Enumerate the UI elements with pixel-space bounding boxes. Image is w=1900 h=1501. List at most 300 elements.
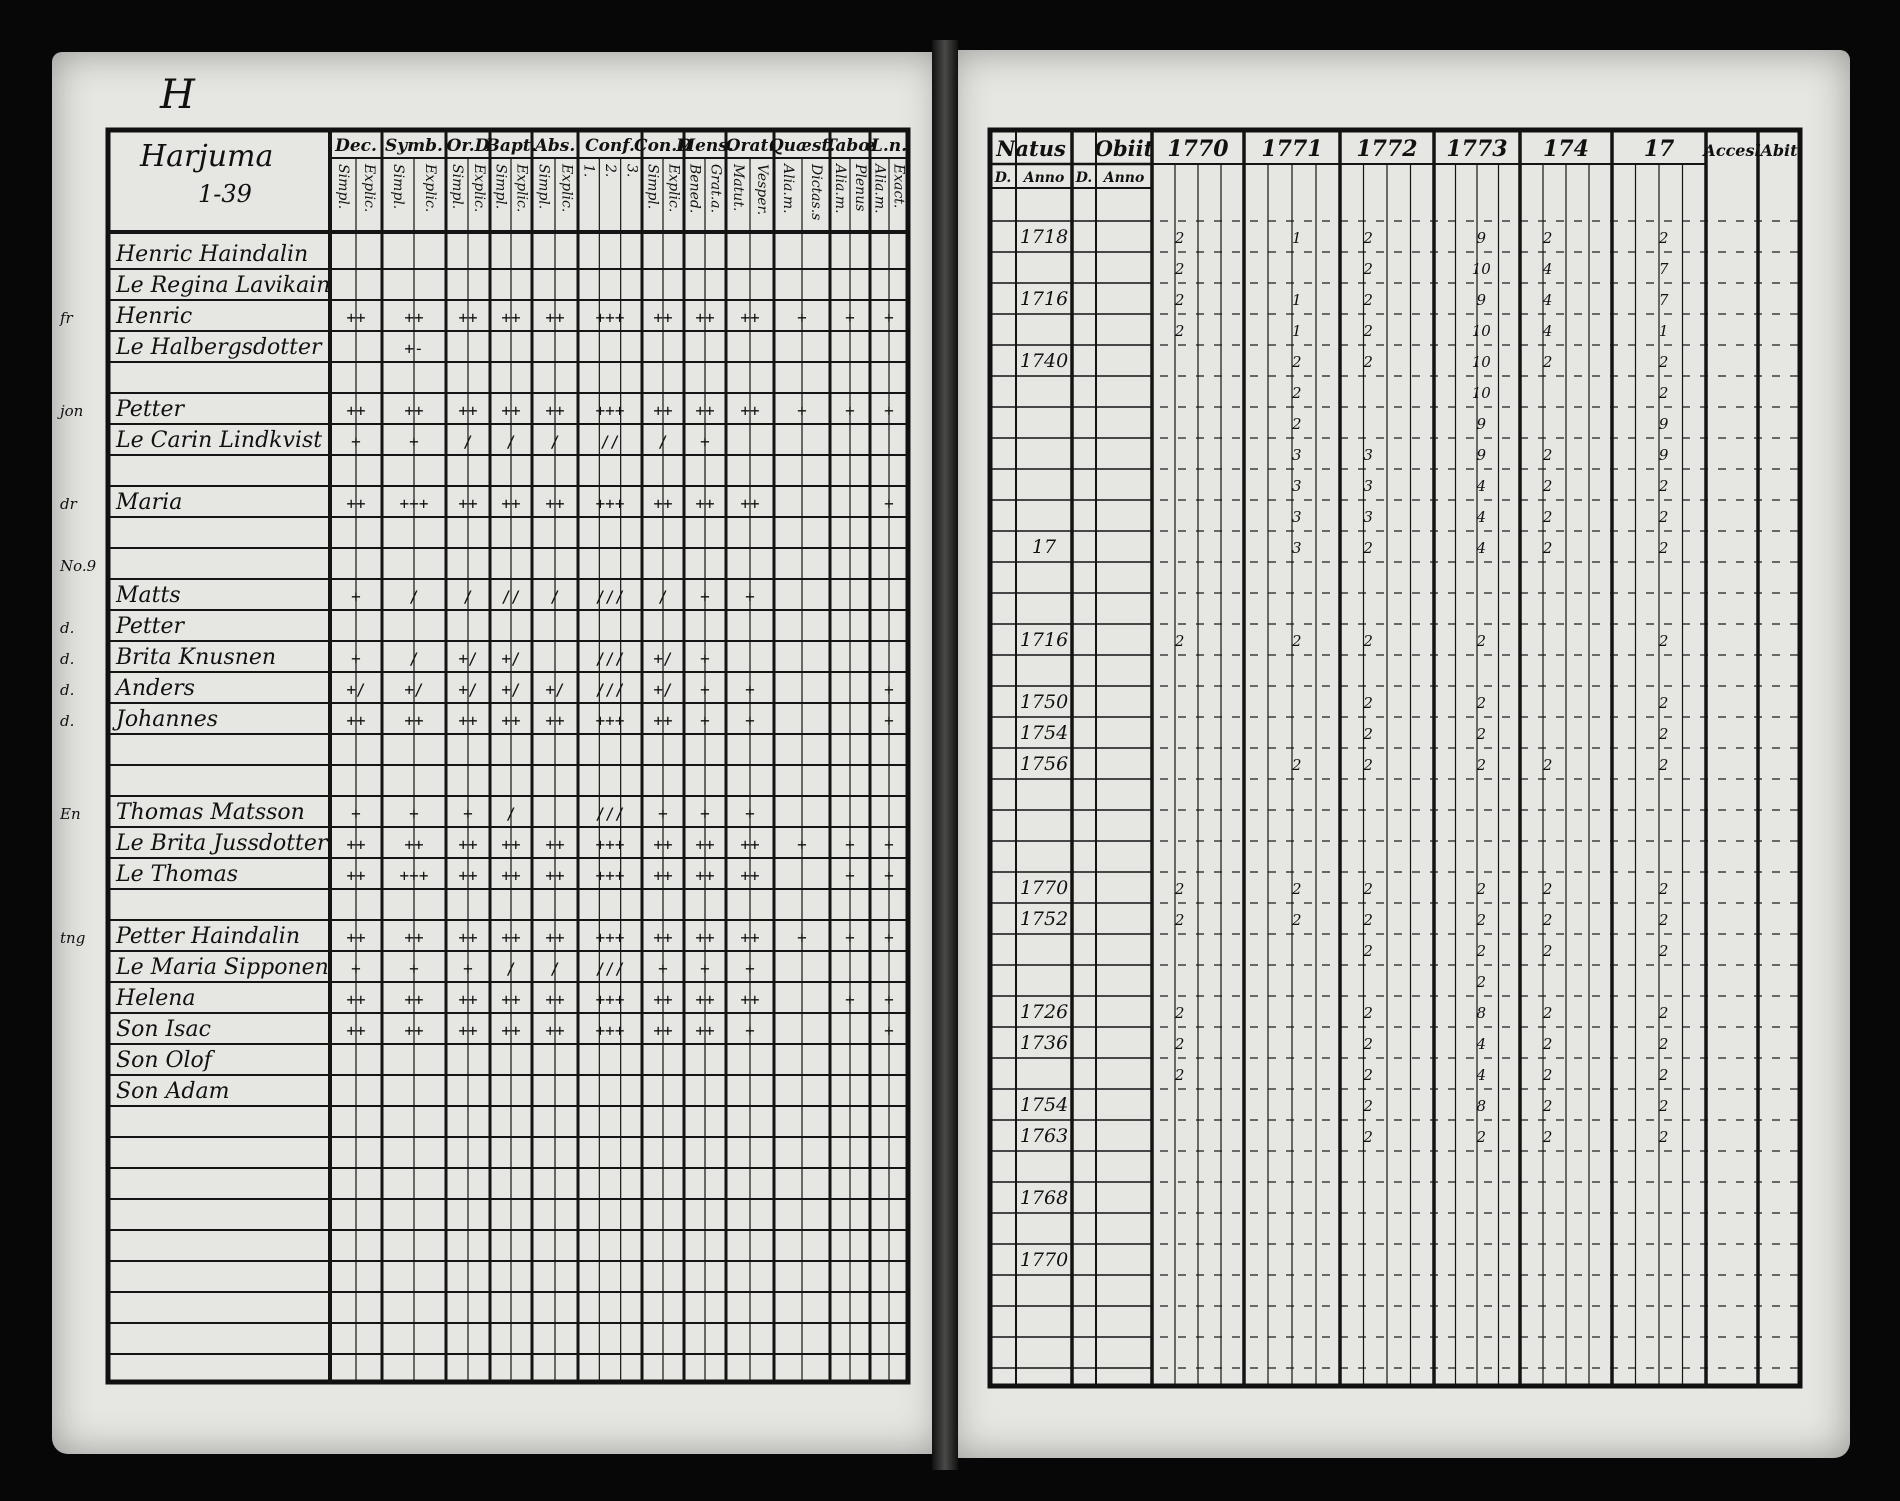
natus-year-header: Anno bbox=[1023, 170, 1065, 186]
attainment-mark: + bbox=[658, 959, 668, 978]
attainment-mark: + bbox=[745, 587, 755, 606]
attainment-mark: + bbox=[351, 959, 361, 978]
examination-entry: 2 bbox=[1292, 415, 1302, 433]
year-header: 1771 bbox=[1261, 136, 1323, 162]
column-subheader: Matut. bbox=[730, 164, 746, 212]
examination-entry: 9 bbox=[1476, 446, 1487, 464]
birth-year: 1718 bbox=[1019, 226, 1069, 248]
year-header: 17 bbox=[1643, 136, 1675, 162]
row-prefix: d. bbox=[60, 650, 75, 668]
obiit-year-header: Anno bbox=[1103, 170, 1145, 186]
attainment-mark: ++ bbox=[740, 401, 760, 420]
resident-name: Thomas Matsson bbox=[116, 800, 305, 825]
examination-entry: 2 bbox=[1363, 756, 1373, 774]
attainment-mark: / bbox=[658, 432, 668, 451]
attainment-mark: + bbox=[745, 1021, 755, 1040]
column-header: Orat. bbox=[725, 136, 775, 156]
attainment-mark: + bbox=[700, 432, 710, 451]
examination-entry: 2 bbox=[1658, 632, 1669, 650]
attainment-mark: + bbox=[845, 990, 855, 1009]
attainment-mark: ++ bbox=[346, 866, 366, 885]
attainment-mark: ++ bbox=[695, 308, 715, 327]
natus-day-header: D. bbox=[994, 170, 1012, 186]
examination-entry: 2 bbox=[1542, 1035, 1553, 1053]
attainment-mark: ++ bbox=[404, 711, 424, 730]
resident-name: Son Isac bbox=[116, 1017, 211, 1042]
year-header: 1772 bbox=[1356, 136, 1418, 162]
examination-entry: 2 bbox=[1542, 1066, 1553, 1084]
examination-entry: 4 bbox=[1476, 1035, 1487, 1053]
column-subheader: Grat.a. bbox=[707, 164, 724, 214]
column-subheader: Simpl. bbox=[335, 164, 351, 210]
examination-entry: 2 bbox=[1542, 911, 1553, 929]
attainment-mark: + bbox=[700, 649, 710, 668]
column-header: Or.D bbox=[446, 136, 490, 156]
attainment-mark: ++ bbox=[545, 990, 565, 1009]
examination-entry: 2 bbox=[1363, 1004, 1373, 1022]
row-prefix: d. bbox=[60, 681, 75, 699]
row-prefix: No.9 bbox=[60, 557, 97, 575]
examination-entry: 2 bbox=[1476, 632, 1487, 650]
examination-entry: 2 bbox=[1476, 694, 1487, 712]
examination-entry: 4 bbox=[1476, 539, 1487, 557]
examination-entry: 3 bbox=[1363, 477, 1373, 495]
attainment-mark: + bbox=[745, 680, 755, 699]
column-subheader: Explic. bbox=[361, 164, 377, 213]
attainment-mark: /// bbox=[595, 649, 625, 668]
examination-entry: 2 bbox=[1542, 353, 1553, 371]
examination-entry: 2 bbox=[1542, 756, 1553, 774]
attainment-mark: +++ bbox=[595, 494, 625, 513]
examination-entry: 2 bbox=[1542, 942, 1553, 960]
column-header: Dec. bbox=[335, 136, 377, 156]
attainment-mark: + bbox=[845, 866, 855, 885]
attainment-mark: ++ bbox=[458, 308, 478, 327]
examination-entry: 3 bbox=[1363, 508, 1373, 526]
row-prefix: d. bbox=[60, 619, 75, 637]
attainment-mark: + bbox=[884, 680, 894, 699]
examination-entry: 2 bbox=[1658, 756, 1669, 774]
attainment-mark: +++ bbox=[595, 990, 625, 1009]
column-header: Quæst. bbox=[768, 136, 836, 156]
examination-entry: 2 bbox=[1363, 1035, 1373, 1053]
attainment-mark: / bbox=[409, 587, 419, 606]
examination-entry: 10 bbox=[1471, 260, 1491, 278]
examination-entry: 2 bbox=[1542, 1004, 1553, 1022]
column-header: Tabœ bbox=[824, 136, 876, 156]
attainment-mark: ++ bbox=[404, 401, 424, 420]
attainment-mark: ++ bbox=[458, 866, 478, 885]
examination-entry: 2 bbox=[1292, 880, 1302, 898]
column-subheader: 3. bbox=[623, 164, 640, 178]
attainment-mark: ++ bbox=[501, 928, 521, 947]
column-subheader: Bened. bbox=[686, 164, 703, 214]
birth-year: 1754 bbox=[1019, 1094, 1069, 1116]
examination-entry: 2 bbox=[1542, 1128, 1553, 1146]
column-subheader: Explic. bbox=[665, 164, 682, 213]
examination-entry: 2 bbox=[1174, 229, 1185, 247]
attainment-mark: ++ bbox=[545, 401, 565, 420]
attainment-mark: ++ bbox=[740, 928, 760, 947]
examination-entry: 2 bbox=[1658, 384, 1669, 402]
resident-name: Maria bbox=[116, 490, 183, 515]
attainment-mark: + bbox=[845, 835, 855, 854]
column-subheader: Explic. bbox=[471, 164, 487, 213]
attainment-mark: ++ bbox=[458, 494, 478, 513]
attainment-mark: ++ bbox=[545, 494, 565, 513]
birth-year: 1770 bbox=[1019, 1249, 1069, 1271]
attainment-mark: /// bbox=[595, 959, 625, 978]
examination-entry: 2 bbox=[1542, 539, 1553, 557]
row-prefix: En bbox=[60, 805, 81, 823]
attainment-mark: / bbox=[506, 804, 516, 823]
column-header: L.n. bbox=[870, 136, 908, 156]
attainment-mark: +/ bbox=[458, 649, 478, 668]
column-subheader: Simpl. bbox=[535, 164, 552, 210]
attainment-mark: ++ bbox=[346, 990, 366, 1009]
attainment-mark: ++ bbox=[740, 835, 760, 854]
attainment-mark: / bbox=[463, 432, 473, 451]
attainment-mark: ++ bbox=[653, 866, 673, 885]
attainment-mark: ++ bbox=[545, 835, 565, 854]
examination-entry: 2 bbox=[1658, 353, 1669, 371]
row-prefix: tng bbox=[60, 929, 86, 947]
examination-entry: 4 bbox=[1476, 508, 1487, 526]
attainment-mark: + bbox=[658, 804, 668, 823]
examination-entry: 1 bbox=[1292, 291, 1302, 309]
attainment-mark: ++ bbox=[653, 1021, 673, 1040]
attainment-mark: ++ bbox=[346, 928, 366, 947]
examination-entry: 2 bbox=[1363, 353, 1373, 371]
examination-entry: 2 bbox=[1174, 632, 1185, 650]
examination-entry: 2 bbox=[1476, 880, 1487, 898]
examination-entry: 2 bbox=[1542, 1097, 1553, 1115]
column-subheader: 2. bbox=[602, 164, 618, 178]
attainment-mark: / bbox=[550, 959, 560, 978]
examination-entry: 2 bbox=[1174, 260, 1185, 278]
examination-entry: 9 bbox=[1476, 229, 1487, 247]
column-header: Conf. bbox=[585, 136, 635, 156]
page-reference: 1-39 bbox=[198, 180, 252, 208]
examination-entry: 2 bbox=[1363, 229, 1373, 247]
accessit-header: Accesl bbox=[1703, 141, 1761, 160]
examination-entry: 2 bbox=[1174, 1066, 1185, 1084]
column-subheader: Alia.m. bbox=[780, 164, 796, 214]
examination-entry: 10 bbox=[1471, 353, 1491, 371]
attainment-mark: + bbox=[745, 959, 755, 978]
examination-entry: 2 bbox=[1363, 632, 1373, 650]
resident-name: Helena bbox=[116, 986, 196, 1011]
attainment-mark: / bbox=[409, 649, 419, 668]
attainment-mark: ++ bbox=[501, 1021, 521, 1040]
attainment-mark: ++ bbox=[501, 835, 521, 854]
row-prefix: fr bbox=[60, 309, 73, 327]
page-number: H bbox=[160, 72, 195, 118]
attainment-mark: + bbox=[700, 804, 710, 823]
attainment-mark: + bbox=[845, 401, 855, 420]
attainment-mark: // bbox=[600, 432, 620, 451]
row-prefix: jon bbox=[60, 402, 84, 420]
attainment-mark: ++ bbox=[458, 835, 478, 854]
attainment-mark: + bbox=[797, 308, 807, 327]
examination-entry: 2 bbox=[1363, 911, 1373, 929]
birth-year: 1770 bbox=[1019, 877, 1069, 899]
column-header: Con.D bbox=[634, 136, 692, 156]
column-subheader: Simpl. bbox=[644, 164, 661, 210]
year-header: 174 bbox=[1543, 136, 1589, 162]
attainment-mark: /// bbox=[595, 680, 625, 699]
attainment-mark: +- bbox=[404, 339, 424, 358]
attainment-mark: ++ bbox=[501, 308, 521, 327]
examination-entry: 2 bbox=[1658, 880, 1669, 898]
examination-entry: 2 bbox=[1476, 756, 1487, 774]
obiit-header: Obiit bbox=[1094, 136, 1154, 161]
resident-name: Anders bbox=[116, 676, 195, 701]
attainment-mark: + bbox=[884, 494, 894, 513]
examination-entry: 9 bbox=[1476, 291, 1487, 309]
resident-name: Henric Haindalin bbox=[116, 242, 309, 267]
attainment-mark: / bbox=[550, 587, 560, 606]
attainment-mark: ++ bbox=[740, 308, 760, 327]
resident-name: Johannes bbox=[116, 707, 218, 732]
attainment-mark: + bbox=[845, 308, 855, 327]
attainment-mark: +++ bbox=[595, 308, 625, 327]
examination-entry: 2 bbox=[1658, 477, 1669, 495]
examination-entry: 4 bbox=[1542, 322, 1553, 340]
column-subheader: Dictas.s bbox=[808, 164, 824, 221]
attainment-mark: + bbox=[700, 587, 710, 606]
village-name: Harjuma bbox=[140, 139, 274, 174]
attainment-mark: ++ bbox=[346, 711, 366, 730]
examination-entry: 2 bbox=[1658, 1097, 1669, 1115]
resident-name: Petter bbox=[116, 397, 185, 422]
resident-name: Petter bbox=[116, 614, 185, 639]
attainment-mark: +++ bbox=[595, 1021, 625, 1040]
attainment-mark: ++ bbox=[653, 711, 673, 730]
examination-entry: 1 bbox=[1292, 229, 1302, 247]
resident-name: Matts bbox=[116, 583, 181, 608]
examination-entry: 2 bbox=[1363, 322, 1373, 340]
attainment-mark: + bbox=[745, 804, 755, 823]
examination-entry: 2 bbox=[1174, 322, 1185, 340]
examination-entry: 9 bbox=[1658, 446, 1669, 464]
attainment-mark: ++ bbox=[740, 494, 760, 513]
examination-entry: 2 bbox=[1174, 911, 1185, 929]
attainment-mark: ++ bbox=[404, 835, 424, 854]
attainment-mark: + bbox=[700, 680, 710, 699]
column-header: Bapt. bbox=[485, 136, 537, 156]
examination-entry: 2 bbox=[1542, 508, 1553, 526]
attainment-mark: ++ bbox=[458, 990, 478, 1009]
attainment-mark: ++ bbox=[653, 494, 673, 513]
row-prefix: dr bbox=[60, 495, 77, 513]
attainment-mark: +++ bbox=[595, 401, 625, 420]
attainment-mark: +++ bbox=[595, 866, 625, 885]
attainment-mark: +/ bbox=[501, 649, 521, 668]
examination-entry: 9 bbox=[1658, 415, 1669, 433]
attainment-mark: +++ bbox=[399, 866, 429, 885]
column-subheader: Exact. bbox=[890, 164, 907, 209]
attainment-mark: // bbox=[501, 587, 521, 606]
attainment-mark: + bbox=[409, 804, 419, 823]
examination-entry: 2 bbox=[1658, 508, 1669, 526]
attainment-mark: / bbox=[506, 959, 516, 978]
attainment-mark: ++ bbox=[653, 990, 673, 1009]
year-header: 1773 bbox=[1446, 136, 1508, 162]
examination-entry: 7 bbox=[1658, 260, 1669, 278]
examination-entry: 2 bbox=[1658, 539, 1669, 557]
attainment-mark: +/ bbox=[501, 680, 521, 699]
resident-name: Le Maria Sipponen bbox=[116, 955, 329, 980]
birth-year: 1768 bbox=[1019, 1187, 1069, 1209]
examination-entry: 1 bbox=[1292, 322, 1302, 340]
examination-entry: 10 bbox=[1471, 384, 1491, 402]
attainment-mark: + bbox=[463, 959, 473, 978]
resident-name: Le Halbergsdotter bbox=[116, 335, 322, 360]
birth-year: 1740 bbox=[1019, 350, 1069, 372]
attainment-mark: ++ bbox=[458, 401, 478, 420]
resident-name: Petter Haindalin bbox=[116, 924, 300, 949]
attainment-mark: +/ bbox=[346, 680, 366, 699]
attainment-mark: + bbox=[351, 649, 361, 668]
examination-entry: 2 bbox=[1363, 694, 1373, 712]
attainment-mark: ++ bbox=[695, 494, 715, 513]
attainment-mark: ++ bbox=[501, 711, 521, 730]
examination-entry: 2 bbox=[1363, 880, 1373, 898]
column-header: Symb. bbox=[385, 136, 443, 156]
attainment-mark: ++ bbox=[545, 308, 565, 327]
column-subheader: Plenus bbox=[852, 164, 868, 212]
resident-name: Le Brita Jussdotter bbox=[116, 831, 328, 856]
attainment-mark: +++ bbox=[399, 494, 429, 513]
examination-entry: 10 bbox=[1471, 322, 1491, 340]
attainment-mark: ++ bbox=[653, 308, 673, 327]
birth-year: 1763 bbox=[1019, 1125, 1069, 1147]
attainment-mark: +++ bbox=[595, 835, 625, 854]
attainment-mark: +/ bbox=[653, 649, 673, 668]
examination-entry: 2 bbox=[1292, 384, 1302, 402]
examination-entry: 1 bbox=[1658, 322, 1669, 340]
birth-year: 1726 bbox=[1019, 1001, 1069, 1023]
column-subheader: Alia.m. bbox=[832, 164, 848, 214]
examination-entry: 4 bbox=[1476, 1066, 1487, 1084]
attainment-mark: / bbox=[658, 587, 668, 606]
attainment-mark: ++ bbox=[545, 928, 565, 947]
attainment-mark: + bbox=[884, 928, 894, 947]
attainment-mark: + bbox=[884, 990, 894, 1009]
birth-year: 1750 bbox=[1019, 691, 1069, 713]
attainment-mark: +++ bbox=[595, 711, 625, 730]
examination-entry: 2 bbox=[1363, 1097, 1373, 1115]
attainment-mark: ++ bbox=[545, 1021, 565, 1040]
attainment-mark: ++ bbox=[545, 711, 565, 730]
right-table-frame bbox=[990, 130, 1800, 1386]
attainment-mark: ++ bbox=[695, 835, 715, 854]
attainment-mark: ++ bbox=[404, 1021, 424, 1040]
column-subheader: Simpl. bbox=[390, 164, 406, 210]
examination-entry: 2 bbox=[1363, 291, 1373, 309]
attainment-mark: ++ bbox=[501, 401, 521, 420]
examination-entry: 2 bbox=[1363, 725, 1373, 743]
attainment-mark: ++ bbox=[653, 928, 673, 947]
examination-entry: 3 bbox=[1363, 446, 1373, 464]
column-header: Abs. bbox=[534, 136, 576, 156]
examination-entry: 8 bbox=[1476, 1004, 1487, 1022]
attainment-mark: ++ bbox=[501, 990, 521, 1009]
natus-header: Natus bbox=[996, 136, 1066, 161]
attainment-mark: + bbox=[700, 711, 710, 730]
examination-entry: 9 bbox=[1476, 415, 1487, 433]
examination-entry: 3 bbox=[1292, 446, 1302, 464]
examination-entry: 3 bbox=[1292, 508, 1302, 526]
birth-year: 1716 bbox=[1019, 288, 1069, 310]
attainment-mark: ++ bbox=[458, 928, 478, 947]
attainment-mark: ++ bbox=[695, 990, 715, 1009]
examination-entry: 2 bbox=[1292, 756, 1302, 774]
column-subheader: Simpl. bbox=[492, 164, 509, 210]
column-subheader: Explic. bbox=[558, 164, 575, 213]
column-subheader: Explic. bbox=[513, 164, 530, 213]
attainment-mark: + bbox=[700, 959, 710, 978]
attainment-mark: + bbox=[351, 804, 361, 823]
attainment-mark: / bbox=[463, 587, 473, 606]
attainment-mark: ++ bbox=[404, 990, 424, 1009]
attainment-mark: /// bbox=[595, 804, 625, 823]
attainment-mark: ++ bbox=[404, 308, 424, 327]
abit-header: Abit bbox=[1760, 141, 1798, 160]
resident-name: Le Regina Lavikain bbox=[116, 273, 331, 298]
attainment-mark: + bbox=[884, 835, 894, 854]
attainment-mark: + bbox=[884, 866, 894, 885]
attainment-mark: ++ bbox=[346, 835, 366, 854]
attainment-mark: + bbox=[845, 928, 855, 947]
examination-entry: 4 bbox=[1542, 291, 1553, 309]
examination-entry: 2 bbox=[1658, 229, 1669, 247]
attainment-mark: + bbox=[884, 711, 894, 730]
attainment-mark: + bbox=[351, 432, 361, 451]
attainment-mark: + bbox=[797, 401, 807, 420]
attainment-mark: + bbox=[745, 711, 755, 730]
examination-entry: 2 bbox=[1174, 1004, 1185, 1022]
examination-entry: 2 bbox=[1174, 291, 1185, 309]
attainment-mark: ++ bbox=[458, 1021, 478, 1040]
column-subheader: Alia.m. bbox=[871, 164, 888, 214]
attainment-mark: / bbox=[506, 432, 516, 451]
attainment-mark: ++ bbox=[346, 1021, 366, 1040]
row-prefix: d. bbox=[60, 712, 75, 730]
examination-entry: 2 bbox=[1658, 942, 1669, 960]
resident-name: Son Olof bbox=[116, 1048, 212, 1073]
column-subheader: Simpl. bbox=[449, 164, 465, 210]
attainment-mark: + bbox=[351, 587, 361, 606]
examination-entry: 2 bbox=[1476, 942, 1487, 960]
resident-name: Son Adam bbox=[116, 1079, 230, 1104]
attainment-mark: +/ bbox=[653, 680, 673, 699]
examination-entry: 2 bbox=[1476, 973, 1487, 991]
birth-year: 1752 bbox=[1019, 908, 1069, 930]
attainment-mark: + bbox=[797, 928, 807, 947]
examination-entry: 2 bbox=[1658, 1035, 1669, 1053]
examination-entry: 2 bbox=[1363, 539, 1373, 557]
attainment-mark: ++ bbox=[740, 990, 760, 1009]
birth-year: 1754 bbox=[1019, 722, 1069, 744]
examination-entry: 3 bbox=[1292, 477, 1302, 495]
examination-entry: 2 bbox=[1658, 694, 1669, 712]
examination-entry: 2 bbox=[1174, 880, 1185, 898]
examination-entry: 2 bbox=[1658, 725, 1669, 743]
examination-entry: 2 bbox=[1292, 911, 1302, 929]
attainment-mark: ++ bbox=[501, 494, 521, 513]
